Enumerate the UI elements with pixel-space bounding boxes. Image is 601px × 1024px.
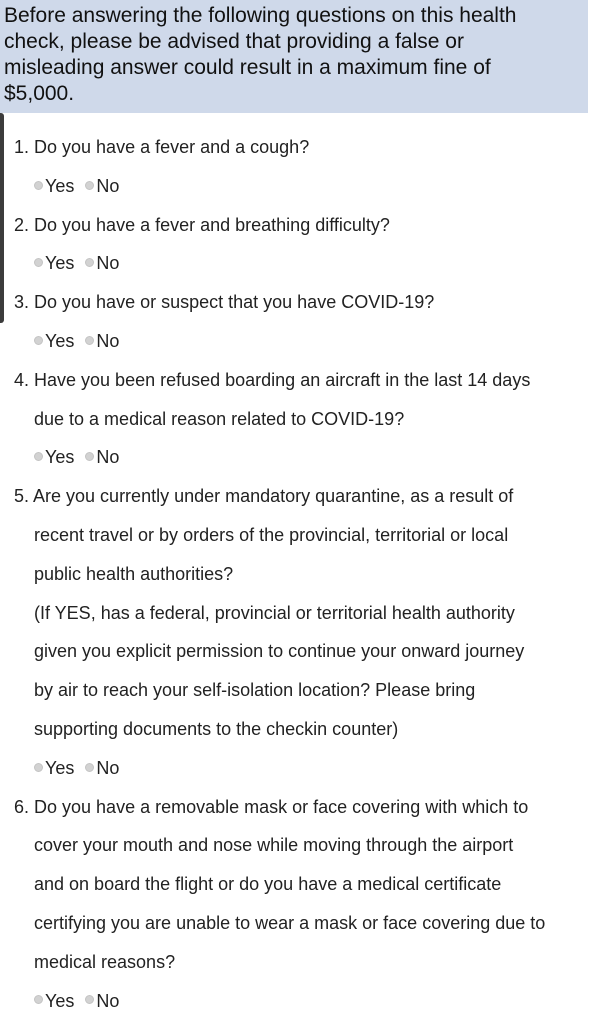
- option-label: No: [96, 330, 120, 351]
- q2-no-option[interactable]: [85, 244, 119, 283]
- option-label: Yes: [45, 447, 75, 468]
- q2-yes-option[interactable]: [34, 244, 74, 283]
- question-6: [14, 788, 594, 1021]
- question-list: [14, 128, 594, 1020]
- option-label: No: [96, 175, 120, 196]
- option-label: No: [96, 253, 120, 274]
- radio-unchecked-icon[interactable]: [34, 181, 43, 190]
- answer-options: [14, 244, 594, 283]
- radio-unchecked-icon[interactable]: [34, 995, 43, 1004]
- radio-unchecked-icon[interactable]: [85, 452, 94, 461]
- q6-no-option[interactable]: [85, 982, 119, 1021]
- notice-line: Before answering the following questions on this health: [4, 4, 517, 27]
- question-text: 4. Have you been refused boarding an aircraft in the last 14 days: [14, 369, 531, 390]
- answer-options: [14, 749, 594, 788]
- question-text: due to a medical reason related to COVID-19?: [34, 408, 405, 429]
- q1-yes-option[interactable]: [34, 167, 74, 206]
- question-3: [14, 283, 594, 361]
- q6-yes-option[interactable]: [34, 982, 74, 1021]
- option-label: Yes: [45, 175, 75, 196]
- notice-banner: [0, 0, 588, 113]
- q4-no-option[interactable]: [85, 438, 119, 477]
- option-label: Yes: [45, 990, 75, 1011]
- scroll-indicator: [0, 113, 4, 323]
- notice-line: misleading answer could result in a maximum fine of: [4, 56, 491, 79]
- option-label: Yes: [45, 253, 75, 274]
- radio-unchecked-icon[interactable]: [85, 336, 94, 345]
- radio-unchecked-icon[interactable]: [85, 258, 94, 267]
- q5-no-option[interactable]: [85, 749, 119, 788]
- option-label: Yes: [45, 757, 75, 778]
- option-label: No: [96, 757, 120, 778]
- radio-unchecked-icon[interactable]: [85, 995, 94, 1004]
- question-text: 2. Do you have a fever and breathing difficulty?: [14, 214, 390, 235]
- question-text: 3. Do you have or suspect that you have COVID-19?: [14, 292, 435, 313]
- q5-yes-option[interactable]: [34, 749, 74, 788]
- question-text: cover your mouth and nose while moving through the airport: [34, 835, 514, 856]
- notice-line: check, please be advised that providing a false or: [4, 30, 464, 53]
- q4-yes-option[interactable]: [34, 438, 74, 477]
- radio-unchecked-icon[interactable]: [85, 181, 94, 190]
- question-4: [14, 361, 594, 477]
- answer-options: [14, 167, 594, 206]
- q1-no-option[interactable]: [85, 167, 119, 206]
- question-1: [14, 128, 594, 206]
- option-label: Yes: [45, 330, 75, 351]
- radio-unchecked-icon[interactable]: [34, 258, 43, 267]
- question-text: public health authorities?: [34, 563, 234, 584]
- notice-line: $5,000.: [4, 82, 75, 105]
- answer-options: [14, 438, 594, 477]
- question-text: supporting documents to the checkin counter): [34, 718, 399, 739]
- q3-no-option[interactable]: [85, 322, 119, 361]
- question-text: recent travel or by orders of the provincial, territorial or local: [34, 524, 509, 545]
- question-text: given you explicit permission to continue your onward journey: [34, 641, 525, 662]
- question-text: and on board the flight or do you have a medical certificate: [34, 874, 502, 895]
- question-text: 6. Do you have a removable mask or face covering with which to: [14, 796, 529, 817]
- question-text: 5. Are you currently under mandatory quarantine, as a result of: [14, 486, 514, 507]
- question-5: [14, 477, 594, 787]
- radio-unchecked-icon[interactable]: [34, 763, 43, 772]
- radio-unchecked-icon[interactable]: [34, 452, 43, 461]
- question-text: medical reasons?: [34, 951, 176, 972]
- question-text: by air to reach your self-isolation location? Please bring: [34, 680, 476, 701]
- option-label: No: [96, 447, 120, 468]
- radio-unchecked-icon[interactable]: [85, 763, 94, 772]
- question-text: (If YES, has a federal, provincial or territorial health authority: [34, 602, 515, 623]
- question-text: certifying you are unable to wear a mask or face covering due to: [34, 912, 546, 933]
- q3-yes-option[interactable]: [34, 322, 74, 361]
- radio-unchecked-icon[interactable]: [34, 336, 43, 345]
- question-text: 1. Do you have a fever and a cough?: [14, 137, 310, 157]
- question-2: [14, 206, 594, 284]
- option-label: No: [96, 990, 120, 1011]
- answer-options: [14, 322, 594, 361]
- answer-options: [14, 982, 594, 1021]
